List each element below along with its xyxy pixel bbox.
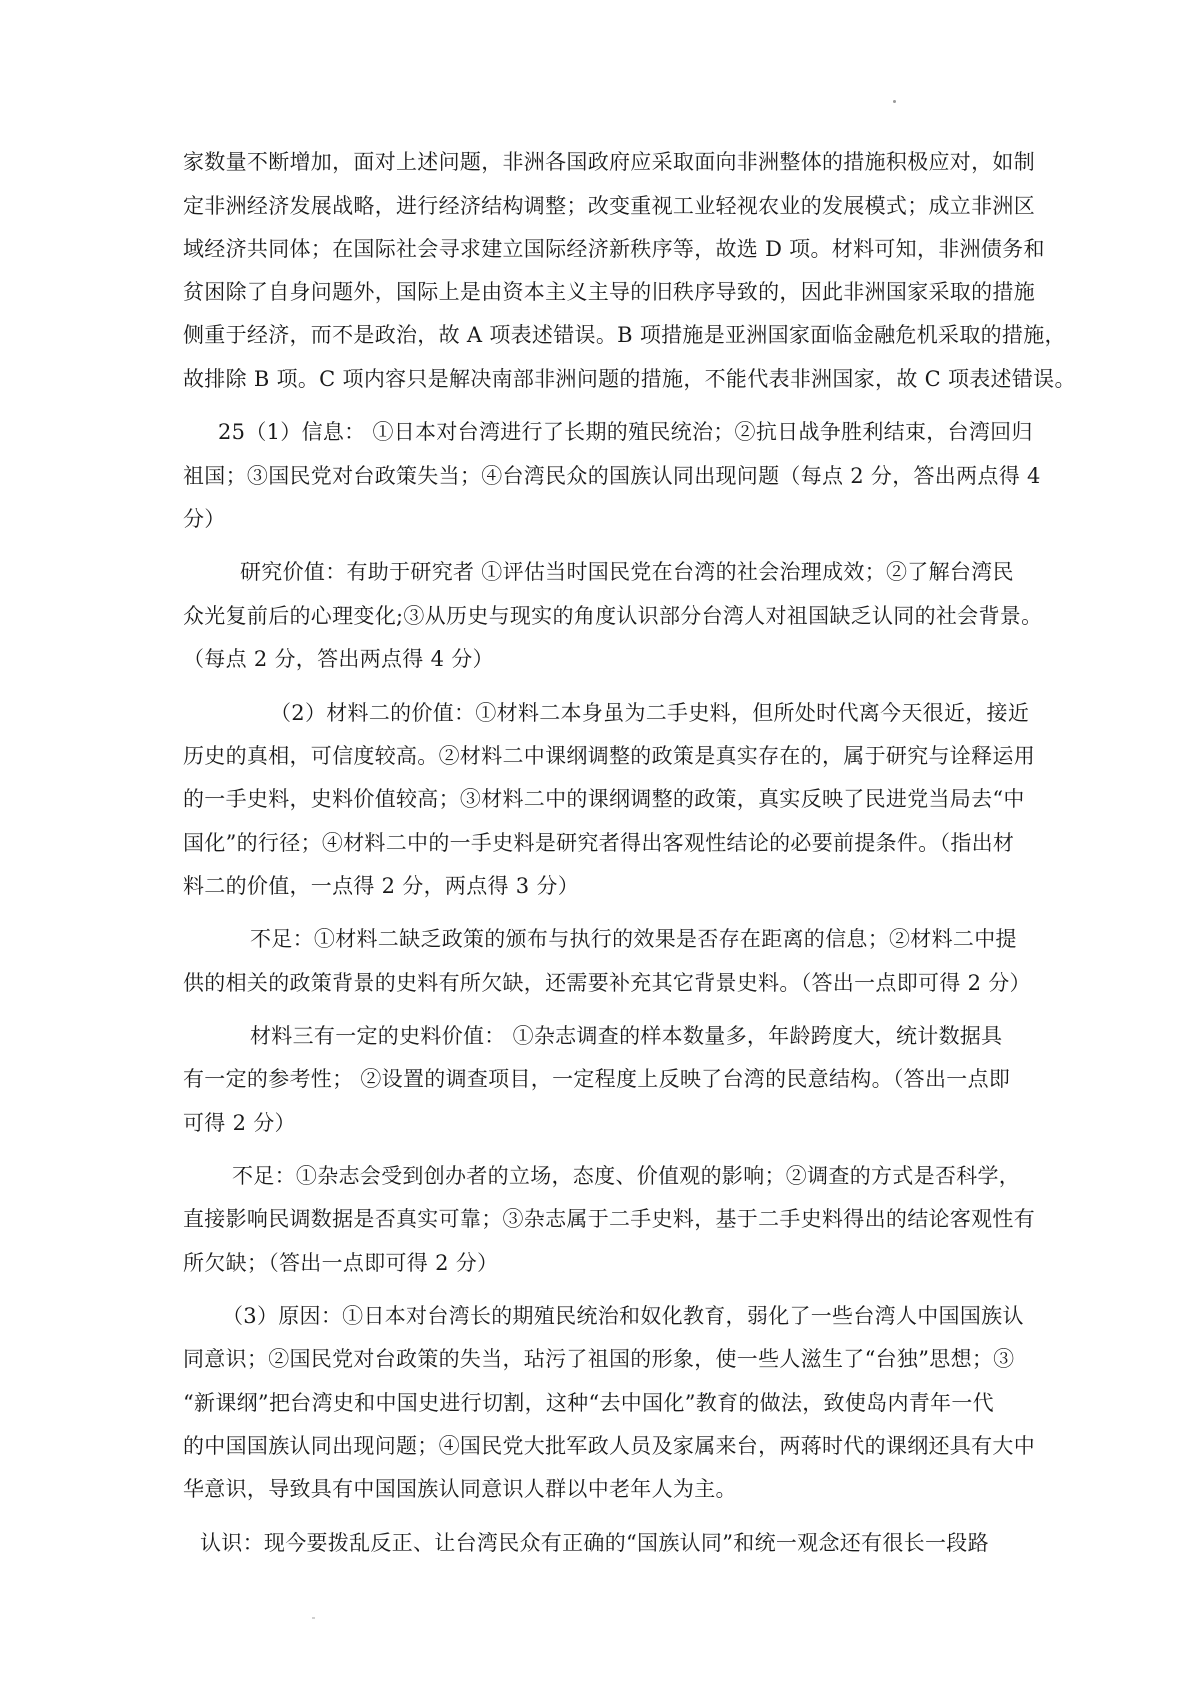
text-line-6: 故排除 B 项。C 项内容只是解决南部非洲问题的措施，不能代表非洲国家，故 C 项表述错误。 xyxy=(183,367,1076,391)
shortcoming-2-line-1: 不足：①材料二缺乏政策的颁布与执行的效果是否存在距离的信息；②材料二中提 xyxy=(250,927,1017,951)
q25-part3-line-1: （3）原因：①日本对台湾长的期殖民统治和奴化教育，弱化了一些台湾人中国国族认 xyxy=(222,1304,1024,1328)
q25-part1-line-2: 祖国；③国民党对台政策失当；④台湾民众的国族认同出现问题（每点 2 分，答出两点得 4 xyxy=(183,464,1041,488)
research-value-line-1: 研究价值：有助于研究者 ①评估当时国民党在台湾的社会治理成效；②了解台湾民 xyxy=(240,560,1014,584)
shortcoming-2-line-2: 供的相关的政策背景的史料有所欠缺，还需要补充其它背景史料。（答出一点即可得 2 分） xyxy=(183,971,1031,995)
q25-part2-line-4: 国化”的行径；④材料二中的一手史料是研究者得出客观性结论的必要前提条件。（指出材 xyxy=(183,831,1015,855)
scan-speck-bottom xyxy=(312,1617,315,1619)
material3-value-line-3: 可得 2 分） xyxy=(183,1111,296,1135)
scan-speck xyxy=(893,100,896,103)
q25-part3-line-2: 同意识；②国民党对台政策的失当，玷污了祖国的形象，使一些人滋生了“台独”思想；③ xyxy=(183,1347,1015,1371)
material3-value-line-1: 材料三有一定的史料价值： ①杂志调查的样本数量多，年龄跨度大，统计数据具 xyxy=(250,1024,1003,1048)
shortcoming-3-line-3: 所欠缺；（答出一点即可得 2 分） xyxy=(183,1251,499,1275)
q25-part2-line-1: （2）材料二的价值：①材料二本身虽为二手史料，但所处时代离今天很近，接近 xyxy=(270,701,1030,725)
shortcoming-3-line-1: 不足：①杂志会受到创办者的立场，态度、价值观的影响；②调查的方式是否科学， xyxy=(232,1164,1021,1188)
q25-part2-line-3: 的一手史料，史料价值较高；③材料二中的课纲调整的政策，真实反映了民进党当局去“中 xyxy=(183,787,1025,811)
text-line-1: 家数量不断增加，面对上述问题，非洲各国政府应采取面向非洲整体的措施积极应对，如制 xyxy=(183,150,1035,174)
q25-part1-line-1: 25（1）信息： ①日本对台湾进行了长期的殖民统治；②抗日战争胜利结束，台湾回归 xyxy=(218,420,1033,444)
text-line-4: 贫困除了自身问题外，国际上是由资本主义主导的旧秩序导致的，因此非洲国家采取的措施 xyxy=(183,280,1035,304)
research-value-line-3: （每点 2 分，答出两点得 4 分） xyxy=(183,647,494,671)
q25-part3-line-3: “新课纲”把台湾史和中国史进行切割，这种“去中国化”教育的做法，致使岛内青年一代 xyxy=(183,1391,994,1415)
shortcoming-3-line-2: 直接影响民调数据是否真实可靠；③杂志属于二手史料，基于二手史料得出的结论客观性有 xyxy=(183,1207,1035,1231)
material3-value-line-2: 有一定的参考性； ②设置的调查项目，一定程度上反映了台湾的民意结构。（答出一点即 xyxy=(183,1067,1011,1091)
understanding-line-1: 认识：现今要拨乱反正、让台湾民众有正确的“国族认同”和统一观念还有很长一段路 xyxy=(200,1531,989,1555)
q25-part2-line-2: 历史的真相，可信度较高。②材料二中课纲调整的政策是真实存在的，属于研究与诠释运用 xyxy=(183,744,1035,768)
text-line-5: 侧重于经济，而不是政治，故 A 项表述错误。B 项措施是亚洲国家面临金融危机采取的措施， xyxy=(183,323,1066,347)
q25-part1-line-3: 分） xyxy=(183,507,226,531)
research-value-line-2: 众光复前后的心理变化;③从历史与现实的角度认识部分台湾人对祖国缺乏认同的社会背景。 xyxy=(183,604,1043,628)
text-line-2: 定非洲经济发展战略，进行经济结构调整；改变重视工业轻视农业的发展模式；成立非洲区 xyxy=(183,194,1035,218)
text-line-3: 域经济共同体；在国际社会寻求建立国际经济新秩序等，故选 D 项。材料可知，非洲债务和 xyxy=(183,237,1045,261)
q25-part3-line-5: 华意识，导致具有中国国族认同意识人群以中老年人为主。 xyxy=(183,1477,737,1501)
q25-part2-line-5: 料二的价值，一点得 2 分，两点得 3 分） xyxy=(183,874,580,898)
q25-part3-line-4: 的中国国族认同出现问题；④国民党大批军政人员及家属来台，两蒋时代的课纲还具有大中 xyxy=(183,1434,1035,1458)
